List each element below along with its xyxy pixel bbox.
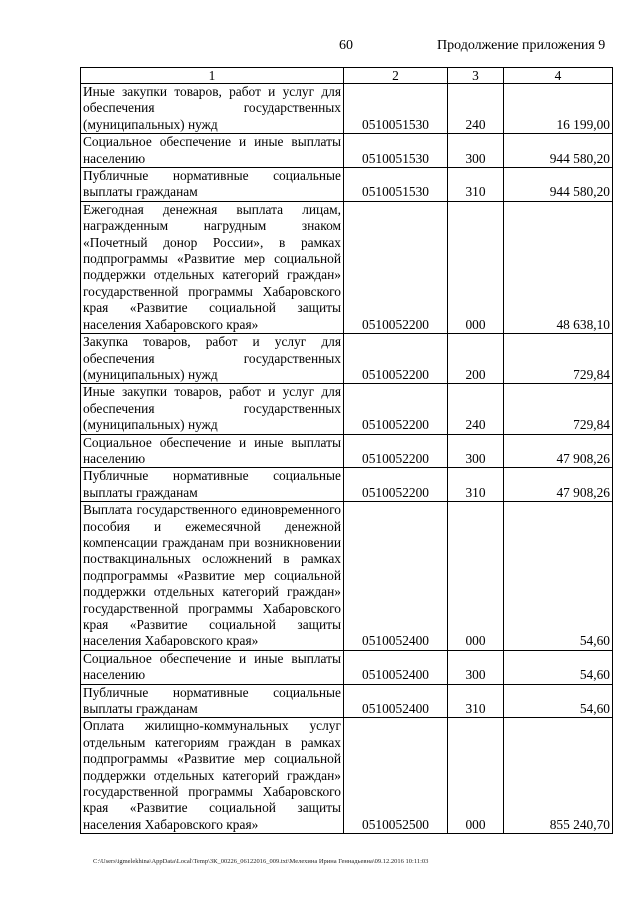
row-target-code: 0510051530 xyxy=(344,134,448,168)
table-row xyxy=(81,168,613,202)
page-header xyxy=(0,38,640,58)
row-expense-kind: 000 xyxy=(448,201,504,333)
row-name: Публичные нормативные социальные выплаты гражданам xyxy=(81,684,344,718)
row-target-code: 0510051530 xyxy=(344,168,448,202)
row-amount: 54,60 xyxy=(504,650,613,684)
row-expense-kind: 310 xyxy=(448,168,504,202)
table-row xyxy=(81,434,613,468)
table-row xyxy=(81,201,613,333)
row-name: Публичные нормативные социальные выплаты гражданам xyxy=(81,468,344,502)
row-amount: 944 580,20 xyxy=(504,168,613,202)
row-name: Иные закупки товаров, работ и услуг для обеспечения государственных (муниципальных) нужд xyxy=(81,84,344,134)
row-target-code: 0510052400 xyxy=(344,502,448,651)
row-target-code: 0510052400 xyxy=(344,650,448,684)
table-header-row xyxy=(81,68,613,84)
row-target-code: 0510052500 xyxy=(344,718,448,834)
row-expense-kind: 000 xyxy=(448,718,504,834)
row-target-code: 0510052400 xyxy=(344,684,448,718)
page-number: 60 xyxy=(339,38,353,53)
column-header-3: 3 xyxy=(448,68,504,84)
row-amount: 47 908,26 xyxy=(504,468,613,502)
row-name: Оплата жилищно-коммунальных услуг отдельным категориям граждан в рамках подпрограммы «Развитие мер социальной поддержки отдельных категорий граждан» государственной программы Хабаровского края «Развитие социальной защиты населения Хабаровского края» xyxy=(81,718,344,834)
row-expense-kind: 310 xyxy=(448,684,504,718)
row-expense-kind: 000 xyxy=(448,502,504,651)
row-name: Выплата государственного единовременного пособия и ежемесячной денежной компенсации гражданам при возникновении поствакцинальных осложнений в рамках подпрограммы «Развитие мер социальной поддержки отдельных категорий граждан» государственной программы Хабаровского края «Развитие социальной защиты населения Хабаровского края» xyxy=(81,502,344,651)
table-row xyxy=(81,650,613,684)
row-expense-kind: 300 xyxy=(448,134,504,168)
budget-table xyxy=(80,67,613,834)
row-name: Публичные нормативные социальные выплаты гражданам xyxy=(81,168,344,202)
row-target-code: 0510052200 xyxy=(344,468,448,502)
row-name: Закупка товаров, работ и услуг для обеспечения государственных (муниципальных) нужд xyxy=(81,334,344,384)
table-row xyxy=(81,468,613,502)
row-expense-kind: 310 xyxy=(448,468,504,502)
row-amount: 729,84 xyxy=(504,384,613,434)
row-amount: 729,84 xyxy=(504,334,613,384)
column-header-2: 2 xyxy=(344,68,448,84)
table-row xyxy=(81,134,613,168)
row-amount: 48 638,10 xyxy=(504,201,613,333)
table-row xyxy=(81,334,613,384)
table-row xyxy=(81,84,613,134)
row-name: Социальное обеспечение и иные выплаты населению xyxy=(81,434,344,468)
row-expense-kind: 300 xyxy=(448,650,504,684)
column-header-4: 4 xyxy=(504,68,613,84)
row-name: Социальное обеспечение и иные выплаты населению xyxy=(81,134,344,168)
row-expense-kind: 240 xyxy=(448,384,504,434)
table-row xyxy=(81,384,613,434)
row-amount: 47 908,26 xyxy=(504,434,613,468)
table-row xyxy=(81,718,613,834)
column-header-1: 1 xyxy=(81,68,344,84)
row-name: Социальное обеспечение и иные выплаты населению xyxy=(81,650,344,684)
row-expense-kind: 300 xyxy=(448,434,504,468)
appendix-continuation-label: Продолжение приложения 9 xyxy=(437,38,606,53)
row-amount: 944 580,20 xyxy=(504,134,613,168)
table-row xyxy=(81,502,613,651)
row-amount: 54,60 xyxy=(504,684,613,718)
row-target-code: 0510052200 xyxy=(344,434,448,468)
row-amount: 16 199,00 xyxy=(504,84,613,134)
file-path-footer: C:\Users\igmelekhina\AppData\Local\Temp\ЗК_00226_06122016_009.txt\Мелехина Ирина Геннадьевна\09.12.2016 10:11:03 xyxy=(93,858,429,865)
row-amount: 855 240,70 xyxy=(504,718,613,834)
row-target-code: 0510051530 xyxy=(344,84,448,134)
row-expense-kind: 240 xyxy=(448,84,504,134)
table-row xyxy=(81,684,613,718)
row-target-code: 0510052200 xyxy=(344,384,448,434)
row-name: Ежегодная денежная выплата лицам, награжденным нагрудным знаком «Почетный донор России», в рамках подпрограммы «Развитие мер социальной поддержки отдельных категорий граждан» государственной программы Хабаровского края «Развитие социальной защиты населения Хабаровского края» xyxy=(81,201,344,333)
row-amount: 54,60 xyxy=(504,502,613,651)
row-target-code: 0510052200 xyxy=(344,201,448,333)
row-name: Иные закупки товаров, работ и услуг для обеспечения государственных (муниципальных) нужд xyxy=(81,384,344,434)
row-expense-kind: 200 xyxy=(448,334,504,384)
row-target-code: 0510052200 xyxy=(344,334,448,384)
